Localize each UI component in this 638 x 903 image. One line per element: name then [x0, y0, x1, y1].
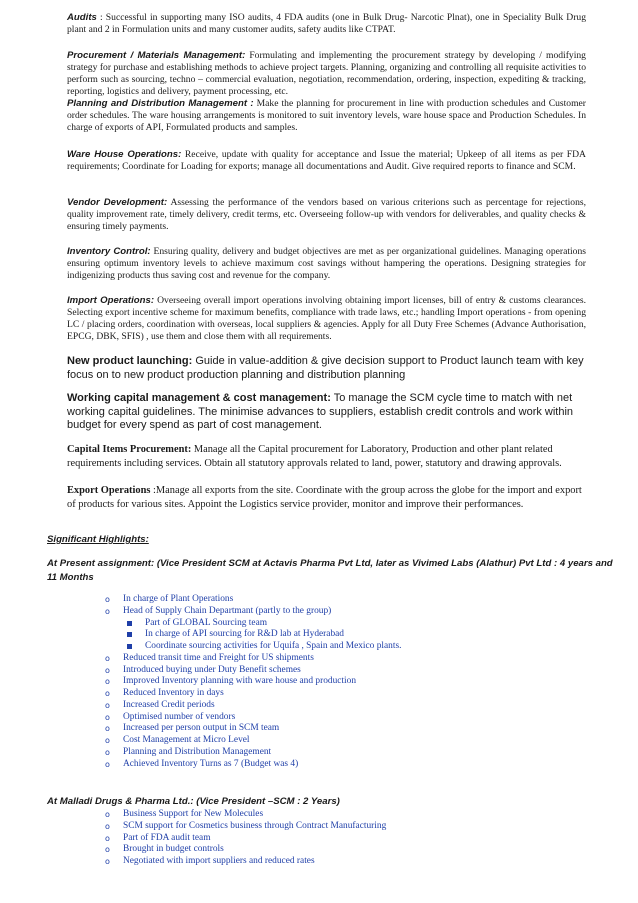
sub-list-item: In charge of API sourcing for R&D lab at Hyderabad	[105, 629, 401, 641]
list-item: o Business Support for New Molecules	[105, 809, 264, 819]
square-bullet-icon	[127, 632, 132, 637]
sub-list-item: Coordinate sourcing activities for Uquifa , Spain and Mexico plants.	[105, 641, 401, 653]
circle-bullet-icon: o	[105, 821, 110, 831]
list-item: o Planning and Distribution Management	[105, 746, 272, 757]
bullet-planning-distribution	[46, 98, 586, 134]
malladi-list	[105, 809, 386, 868]
circle-bullet-icon: o	[105, 810, 110, 819]
bullet-text: Receive, update with quality for acceptance and Issue the material; Upkeep of all items as per FDA requirements; Coordinate for Loading for exports; manage all documentations and Audit. Give required reports to finance and SCM.	[67, 149, 586, 173]
circle-bullet-icon: o	[105, 665, 110, 675]
list-item: o Introduced buying under Duty Benefit schemes	[105, 664, 301, 675]
square-bullet-icon	[127, 621, 132, 626]
bullet-text: :Manage all exports from the site. Coordinate with the group across the globe for the import and export of products for various sites. Appoint the Logistics service provider, monitor and improve their performances.	[67, 485, 582, 510]
bullet-export-operations	[46, 484, 586, 511]
bullet-import-operations	[46, 295, 586, 343]
circle-bullet-icon: o	[105, 759, 110, 769]
list-item: o Head of Supply Chain Departmant (partly to the group)	[105, 605, 332, 616]
circle-bullet-icon: o	[105, 724, 110, 734]
bullet-title: Export Operations	[67, 485, 151, 496]
circle-bullet-icon: o	[105, 736, 110, 745]
bullet-procurement	[46, 50, 586, 98]
bullet-text: Assessing the performance of the vendors based on various criterions such as percentage for rejections, quality improvement rate, timely delivery, credit terms, etc. Overseeing follow-up with vendors for deliverables, and quality checks & ensuring timely payments.	[67, 197, 586, 233]
list-item: o Reduced transit time and Freight for US shipments	[105, 652, 314, 663]
circle-bullet-icon: o	[105, 747, 110, 757]
circle-bullet-icon: o	[105, 845, 110, 855]
circle-bullet-icon: o	[105, 857, 110, 866]
list-item: o Achieved Inventory Turns as 7 (Budget was 4)	[105, 758, 299, 769]
circle-bullet-icon: o	[105, 712, 110, 722]
list-item: o Part of FDA audit team	[105, 832, 211, 843]
list-item: o SCM support for Cosmetics business through Contract Manufacturing	[105, 820, 387, 831]
circle-bullet-icon: o	[105, 677, 110, 687]
bullet-text: Ensuring quality, delivery and budget objectives are met as per organizational guidelines. Managing operations ensuring optimum inventory levels to achieve maximum cost savings without hampering the operations. Designing strategies for indigenizing products thus saving cost and revenue for the company.	[67, 246, 586, 282]
list-item: o Increased per person output in SCM team	[105, 723, 280, 734]
bullet-title: Capital Items Procurement:	[67, 444, 192, 455]
bullet-title: Planning and Distribution Management :	[67, 98, 254, 109]
list-item: o Negotiated with import suppliers and reduced rates	[105, 856, 315, 866]
circle-bullet-icon: o	[105, 689, 110, 698]
bullet-title: New product launching:	[67, 355, 193, 367]
list-item: o Optimised number of vendors	[105, 711, 236, 722]
circle-bullet-icon: o	[105, 833, 110, 843]
bullet-title: Audits	[67, 12, 97, 23]
bullet-text: Overseeing overall import operations involving obtaining import licenses, bill of entry & customs clearances. Selecting export incentive scheme for maximum benefits, compliance with trade laws, etc.; handling Import operations - from opening LC / placing orders, coordination with overseas, local suppliers & agencies. Apply for all Duty Free Schemes (Advance Authorisation, EPCG, DBK, SFIS) , use them and close them with all requirements.	[67, 295, 586, 343]
circle-bullet-icon: o	[105, 653, 110, 663]
square-bullet-icon	[127, 644, 132, 649]
present-assignment-list	[105, 594, 401, 770]
bullet-capital-items	[46, 443, 586, 470]
bullet-working-capital	[46, 392, 586, 433]
sub-list-item: Part of GLOBAL Sourcing team	[105, 618, 401, 630]
bullet-text: To manage the SCM cycle time to match with net working capital guidelines. The minimise advances to suppliers, establish credit controls and work within budget for every spend as part of cost management.	[67, 392, 574, 432]
bullet-text: : Successful in supporting many ISO audits, 4 FDA audits (one in Bulk Drug- Narcotic Plnat), one in Speciality Bulk Drug plant and 2 in Formulation units and many customer audits, safety audits like CTPAT.	[67, 12, 586, 36]
circle-bullet-icon: o	[105, 595, 110, 604]
bullet-warehouse	[46, 149, 586, 173]
list-item: o In charge of Plant Operations	[105, 594, 234, 604]
bullet-title: Working capital management & cost management:	[67, 392, 331, 404]
malladi-heading: At Malladi Drugs & Pharma Ltd.: (Vice President –SCM : 2 Years)	[47, 796, 340, 807]
bullet-text: Guide in value-addition & give decision support to Product launch team with key focus on to new product production planning and distribution planning	[67, 355, 584, 381]
list-item: o Cost Management at Micro Level	[105, 735, 250, 745]
bullet-title: Procurement / Materials Management:	[67, 50, 246, 61]
bullet-new-product	[46, 355, 586, 382]
bullet-text: Formulating and implementing the procurement strategy by developing / modifying strategy for purchase and establishing methods to achieve project targets. Planning, organizing and controlling all requisite activities to perform such as sourcing, techno – commercial evaluation, negotiation, recommendation, ordering, inspection, expediting & tracking, reporting, logistics and delivery, payment processing, etc.	[67, 50, 586, 98]
bullet-title: Vendor Development:	[67, 197, 168, 208]
present-assignment-heading: At Present assignment: (Vice President SCM at Actavis Pharma Pvt Ltd, later as Vivimed Labs (Alathur) Pvt Ltd : 4 years and 11 Months	[47, 558, 613, 583]
circle-bullet-icon: o	[105, 606, 110, 616]
bullet-title: Inventory Control:	[67, 246, 151, 257]
bullet-audits	[46, 12, 586, 36]
list-item: o Improved Inventory planning with ware house and production	[105, 676, 357, 687]
bullet-inventory-control	[46, 246, 586, 282]
bullet-vendor-development	[46, 197, 586, 233]
highlights-heading: Significant Highlights:	[47, 534, 149, 545]
list-item: o Reduced Inventory in days	[105, 688, 224, 698]
bullet-title: Ware House Operations:	[67, 149, 182, 160]
bullet-title: Import Operations:	[67, 295, 155, 306]
list-item: o Brought in budget controls	[105, 844, 224, 855]
bullet-text: Make the planning for procurement in line with production schedules and Customer order schedules. The ware housing arrangements is monitored to suit inventory levels, ware house space and Production Schedules. In charge of exports of API, Formulated products and samples.	[67, 98, 587, 134]
bullet-text: Manage all the Capital procurement for Laboratory, Production and other plant related requirements including services. Obtain all statutory approvals related to land, power, statutory and drawing approvals.	[67, 444, 562, 469]
circle-bullet-icon: o	[105, 700, 110, 710]
list-item: o Increased Credit periods	[105, 699, 215, 710]
